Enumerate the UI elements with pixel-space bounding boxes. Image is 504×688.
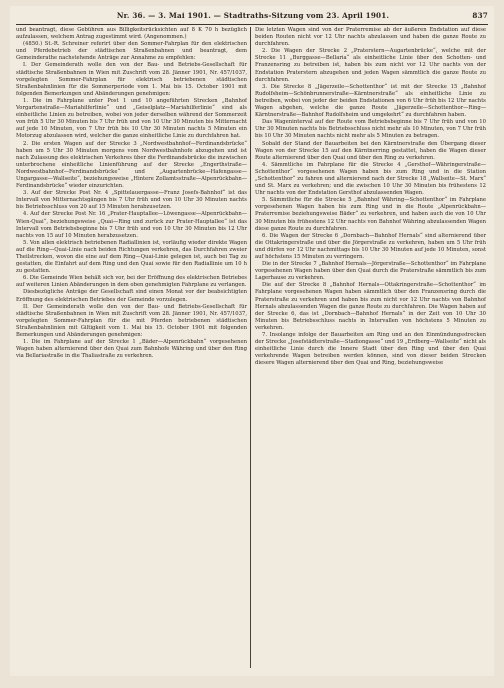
paragraph: 6. Die Wagen der Strecke 6 „Dornbach—Bahnhof Hernals“ sind alternierend über die Ottakringerstraße und über die Jörgerstraße zu verkehren, haben um 5 Uhr früh und dürfen vor 12 Uhr nachmittags bis 10 Uhr 30 Minuten auf jede 10 Minuten, sonst auf höchstens 15 Minuten zu verringern. [255,232,486,260]
paragraph: 7. Insolange infolge der Bauarbeiten am Ring und an den Einmündungsstrecken der Strecke „Josefstädterstraße—Stadiongasse“ und 19 „Erdberg—Wallseite“ nicht als einheitliche Linie durch die Innere Stadt über den Ring und über den Quai verkehrende Wagen betreiben werden können, sind von dieser beiden Strecken diesere Wagen alternierend über den Quai und Ring, beziehungsweise [255,332,486,367]
newspaper-page [10,6,494,676]
page-header [18,10,488,22]
paragraph: und beantragt, diese Gebühren aus Billigkeitsrücksichten auf 8 K 70 h bezüglich aufzulassen, welchem Antrag zugestimmt wird. (Angenommen.) [16,27,247,41]
paragraph: 4. Auf der Strecke Post Nr. 16 „Prater-Hauptallee—Löwengasse—Alpenrückbahn—Wien-Quai“, beziehungsweise „Quai—Ring und zurück zur Prater-Hauptallee“ ist das Intervall vom Betriebsbeginne bis 7 Uhr früh und von 10 Uhr 30 Minuten bis 12 Uhr nachts von 15 auf 10 Minuten herabzusetzen. [16,211,247,239]
paragraph: Die in der Strecke 7 „Bahnhof Hernals—Jörgerstraße—Schottenthor“ im Fahrplane vorgesehenen Wagen haben über den Quai durch die Praterstraße sämmtlich bis zum Lagerhause zu verkehren. [255,261,486,282]
column-divider [250,27,251,668]
paragraph: 5. Sämmtliche für die Strecke 5 „Bahnhof Währing—Schottenthor“ im Fahrplane vorgesehenen Wagen haben bis zum Ring und in die Route „Alpenrückbahn—Praterremise beziehungsweise Bäder“ zu verkehren, und haben auch die von 10 Uhr 30 Minuten bis frühestens 12 Uhr nachts von Bahnhof Währing abzulassenden Wagen diese ganze Route zu durchfahren. [255,197,486,232]
paragraph: 3. Die Strecke 8 „Jägerzeile—Schottenthor“ ist mit der Strecke 15 „Bahnhof Rudolfsheim—Schönbrunnerstraße—Kärntnerstraße“ als einheitliche Linie zu betreiben, wobei von jeder der beiden Endstationen von 6 Uhr früh bis 12 Uhr nachts Wagen abgehen, welche die ganze Route „Jägerzeile—Schottenthor—Ring—Kärntnerstraße—Bahnhof Rudolfsheim und umgekehrt“ zu durchfahren haben. [255,83,486,119]
page-number: 837 [472,11,488,20]
paragraph: 5. Von allen elektrisch betriebenen Radiallinien ist, vorläufig wieder direkte Wagen auf die Ring—Quai-Linie nach beiden Richtungen verkehren, das Durchfahren zweier Theilstrecken, wovon die eine auf dem Ring—Quai-Linie gelegen ist, auch bei Tag zu gestatten, die Einfahrt auf dem Ring und den Quai sowie für den Radiallinie um 10 h zu gestatten. [16,239,247,275]
paragraph: 2. Die ersten Wagen auf der Strecke 3 „Nordwestbahnhof—Ferdinandsbrücke“ haben um 5 Uhr 30 Minuten morgens vom Nordwestbahnhofe abzugehen und ist nach Zulassung des elektrischen Verkehres über die Ferdinandsbrücke die inzwischen unterbrochene einheitliche Linienführung auf der Strecke „Engerthstraße—Nordwestbahnhof—Ferdinandsbrücke“ und „Augartenbrücke—Hafengasse—Ungargasse—Wallseite“, beziehungsweise „Hintere Zollamtsstraße—Alpenrückbahn—Ferdinandsbrücke“ wieder einzurichten. [16,140,247,190]
paragraph: Die letzten Wagen sind von der Praterremise ab der äußeren Endstation auf diese beiden Routen nicht vor 12 Uhr nachts abzulassen und haben die ganze Route zu durchfahren. [255,27,486,48]
paragraph: II. Der Gemeinderath wolle den von der Bau- und Betriebs-Gesellschaft für städtische Straßenbahnen in Wien mit Zuschrift vom 28. Jänner 1901, Nr. 457/1037, vorgelegten Sommer-Fahrplan für die mit Pferden betriebenen städtischen Straßenbahnlinien mit Giltigkeit vom 1. Mai bis 15. October 1901 mit folgenden Bemerkungen und Abänderungen genehmigen: [16,303,247,339]
paragraph: Sobald der Stand der Bauarbeiten bei den Kärntnerstraße den Übergang dieser Wagen von der Strecke 15 auf den Kärntnerring gestattet, haben die Wagen dieser Route alternierend über den Quai und über den Ring zu verkehren. [255,140,486,161]
paragraph: 3. Auf der Strecke Post Nr. 4 „Spittelauergasse—Franz Josefs-Bahnhof“ ist das Intervall von Mitternachtsgängen bis 7 Uhr früh und von 10 Uhr 30 Minuten nachts bis Betriebsschluss von 20 auf 15 Minuten herabzusetzen. [16,190,247,211]
paragraph: Das Wageninterval auf der Route vom Betriebsbeginne bis 7 Uhr früh und von 10 Uhr 30 Minuten nachts bis Betriebsschluss nicht mehr als 10 Minuten, von 7 Uhr früh bis 10 Uhr 30 Minuten nachts nicht mehr als 5 Minuten zu betragen. [255,119,486,140]
header-rule [16,24,488,25]
left-column [16,27,247,668]
paragraph: Die auf der Strecke 8 „Bahnhof Hernals—Ottakringerstraße—Schottenthor“ im Fahrplane vorgesehenen Wagen haben sämmtlich über den Franzensring durch die Praterstraße zu verkehren und haben bis zum nicht vor 12 Uhr nachts von Bahnhof Hernals abzulassenden Wagen die ganze Route zu durchfahren. Die Wagen haben auf der Strecke 6, das ist „Dornbach—Bahnhof Hernals“ in der Zeit von 10 Uhr 30 Minuten bis Betriebsschluss nachts in Intervallen von höchstens 5 Minuten zu verkehren. [255,282,486,331]
paragraph: 1. Die im Fahrplane auf der Strecke 1 „Bäder—Alpenrückbahn“ vorgesehenen Wagen haben alternierend über den Quai zum Bahnhofe Währing und über den Ring via Bellariastraße in die Thaliastraße zu verkehren. [16,339,247,360]
header-title: Nr. 36. — 3. Mai 1901. — Stadtraths-Sitzung vom 23. April 1901. [116,11,390,20]
paragraph: (4850.) St.-R. Schreiner referirt über den Sommer-Fahrplan für den elektrischen und Pferdebetrieb der städtischen Straßenbahnen und beantragt, dem Gemeinderathe nachstehende Anträge zur Annahme zu empfehlen: [16,41,247,62]
right-column [255,27,486,668]
paragraph: I. Der Gemeinderath wolle den von der Bau- und Betriebs-Gesellschaft für städtische Straßenbahnen in Wien mit Zuschrift vom 28. Jänner 1901, Nr. 457/1037, vorgelegten Sommer-Fahrplan für elektrisch betriebenen städtischen Straßenbahnlinien für die Sommerperiode vom 1. Mai bis 15. October 1901 mit folgenden Bemerkungen und Abänderungen genehmigen: [16,62,247,97]
paragraph: 1. Die im Fahrplane unter Post 1 und 10 angeführten Strecken „Bahnhof Vorgartenstraße—Mariahilferlinie“ und „Geiselplatz—Mariahilferlinie“ sind als einheitliche Linien zu betreiben, wobei von jeder derselben während der Sommerzeit von früh 5 Uhr 30 Minuten bis 7 Uhr früh und von 10 Uhr 30 Minuten bis Mitternacht auf jede 10 Minuten, von 7 Uhr früh bis 10 Uhr 30 Minuten nachts 5 Minuten ein Motorzug abzulassen wird, welcher die ganze einheitliche Linie zu durchfahren hat. [16,97,247,140]
paragraph: 4. Sämmtliche im Fahrplane für die Strecke 4 „Gersthof—Währingerstraße—Schottenthor“ vorgesehenen Wagen haben bis zum Ring und in die Station „Schottenthor“ zu fahren und alternierend nach der Strecke 18 „Wallseite—St. Marx“ und St. Marx zu verkehren; und die zwischen 10 Uhr 30 Minuten bis frühestens 12 Uhr nachts von der Endstation Gersthof abzulassenden Wagen. [255,161,486,197]
paragraph: 2. Die Wagen der Strecke 2 „Praterstern—Augartenbrücke“, welche mit der Strecke 11 „Burggasse—Bellaria“ als einheitliche Linie über den Schotten- und Franzensring zu betreiben ist, haben bis zum nicht vor 12 Uhr nachts von der Endstation Praterstern abzugehen und jeden Wagen sämmtlich die ganze Route zu durchfahren. [255,48,486,83]
paragraph: 6. Die Gemeinde Wien behält sich vor, bei der Eröffnung des elektrischen Betriebes auf weiteren Linien Abänderungen in dem oben genehmigten Fahrplane zu verlangen. [16,275,247,289]
paragraph: Diesbezügliche Anträge der Gesellschaft sind einen Monat vor der beabsichtigten Eröffnung des elektrischen Betriebes der Gemeinde vorzulegen. [16,289,247,303]
